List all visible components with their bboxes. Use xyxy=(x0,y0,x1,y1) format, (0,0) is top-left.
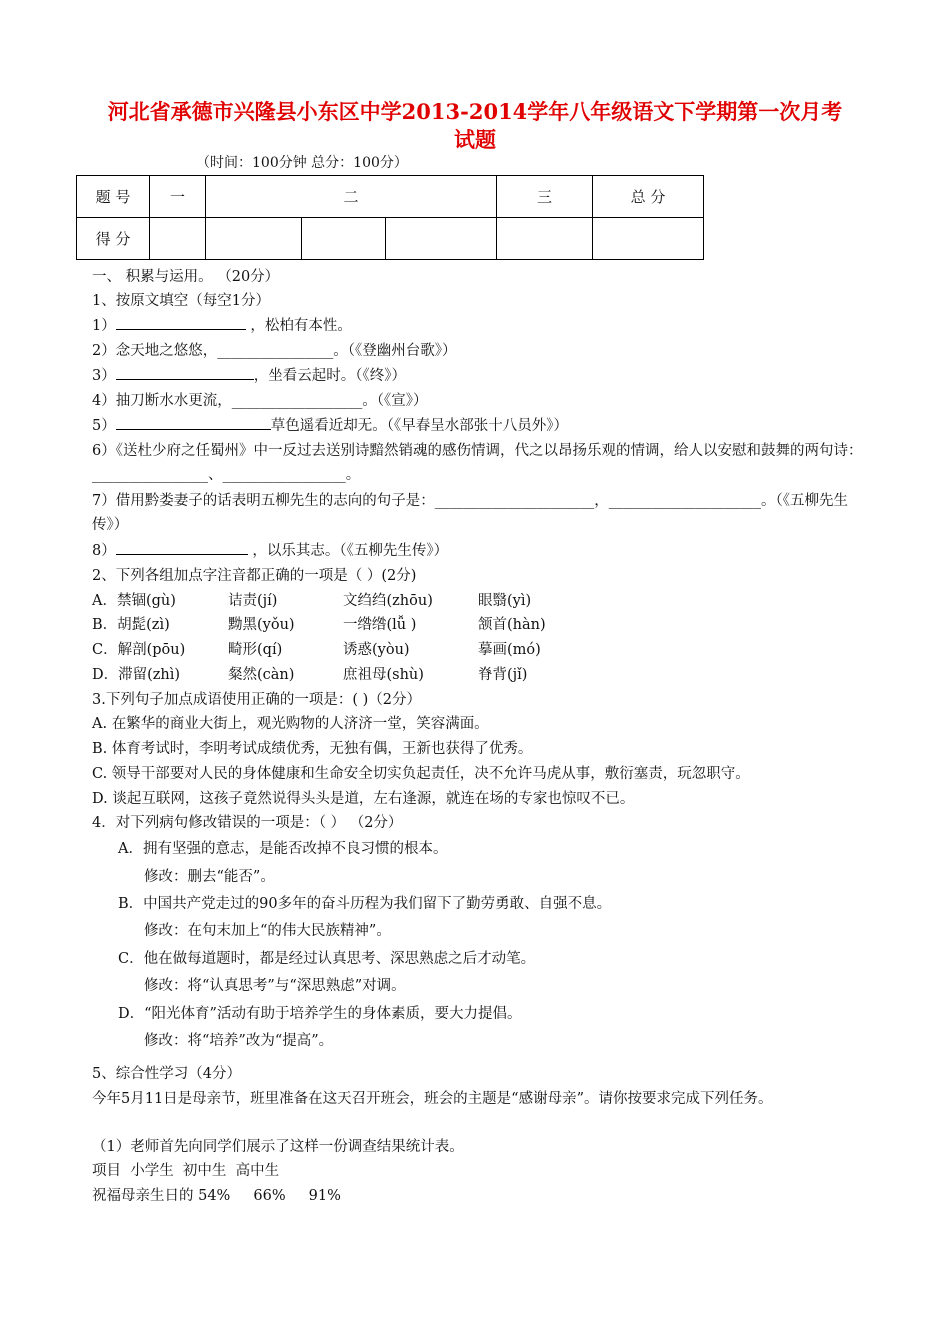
score-cell[interactable] xyxy=(150,218,206,260)
q1-item-5 xyxy=(92,415,568,437)
q2-option: D．滞留(zhì) xyxy=(92,667,181,683)
score-table-score-row xyxy=(77,218,704,260)
score-header-cell: 二 xyxy=(206,176,497,218)
q1-item-4: 4）抽刀断水水更流，__________________。（《宣》） xyxy=(92,393,428,409)
q3-option-a: A. 在繁华的商业大街上，观光购物的人济济一堂，笑容满面。 xyxy=(92,716,489,732)
q2-option: 脊背(jǐ) xyxy=(478,667,528,683)
q1-item-8-num: 8） xyxy=(92,543,116,559)
q4-option-d-fix: 修改：将“培养”改为“提高”。 xyxy=(144,1033,334,1049)
q4-option-a: A．拥有坚强的意志，是能否改掉不良习惯的根本。 xyxy=(118,841,448,857)
q1-item-2: 2）念天地之悠悠，________________。（《登幽州台歌》） xyxy=(92,343,457,359)
q1-item-1-text: ，松柏有本性。 xyxy=(250,318,352,334)
score-header-cell: 总 分 xyxy=(593,176,704,218)
q2-option: 颔首(hàn) xyxy=(478,617,546,633)
score-cell[interactable] xyxy=(386,218,497,260)
score-cell[interactable] xyxy=(206,218,302,260)
score-row-label: 得 分 xyxy=(77,218,150,260)
q2-option: B．胡髭(zì) xyxy=(92,617,170,633)
q3-option-d: D. 谈起互联网，这孩子竟然说得头头是道，左右逢源，就连在场的专家也惊叹不已。 xyxy=(92,791,635,807)
q2-option: 摹画(mó) xyxy=(478,642,541,658)
q2-option: 文绉绉(zhōu) xyxy=(343,593,433,609)
q1-item-3-text: ，坐看云起时。（《终》） xyxy=(253,368,406,384)
q5-task-1: （1）老师首先向同学们展示了这样一份调查结果统计表。 xyxy=(92,1139,464,1155)
exam-title-line-1: 河北省承德市兴隆县小东区中学2013-2014学年八年级语文下学期第一次月考 xyxy=(107,99,843,124)
q2-option: C．解剖(pōu) xyxy=(92,642,186,658)
q5-intro: 今年5月11日是母亲节，班里准备在这天召开班会，班会的主题是“感谢母亲”。请你按要求完成下列任务。 xyxy=(92,1091,773,1107)
q2-option: 畸形(qí) xyxy=(228,642,283,658)
q2-option: 庶祖母(shù) xyxy=(343,667,424,683)
score-cell[interactable] xyxy=(302,218,386,260)
score-cell[interactable] xyxy=(497,218,593,260)
q2-option: 一绺绺(lǚ ) xyxy=(343,617,417,633)
score-header-cell: 一 xyxy=(150,176,206,218)
q1-item-6: 6）《送杜少府之任蜀州》中一反过去送别诗黯然销魂的感伤情调，代之以昂扬乐观的情调，给人以安慰和鼓舞的两句诗：________________、_________________。 xyxy=(92,443,863,483)
question-5: 5、综合性学习（4分） xyxy=(92,1066,241,1082)
q3-option-b: B. 体育考试时，李明考试成绩优秀，无独有偶，王新也获得了优秀。 xyxy=(92,741,533,757)
score-table-header-row xyxy=(77,176,704,218)
q1-item-5-text: 草色遥看近却无。（《早春呈水部张十八员外》） xyxy=(270,418,568,434)
q5-table-head: 项目 小学生 初中生 高中生 xyxy=(92,1163,280,1179)
q4-option-b-fix: 修改：在句末加上“的伟大民族精神”。 xyxy=(144,923,391,939)
score-header-cell: 三 xyxy=(497,176,593,218)
q3-option-c: C. 领导干部要对人民的身体健康和生命安全切实负起责任，决不允许马虎从事，敷衍塞责，玩忽职守。 xyxy=(92,766,750,782)
q1-item-3 xyxy=(92,365,406,387)
section-heading: 一、 积累与运用。 （20分） xyxy=(92,269,280,285)
q4-option-d: D．“阳光体育”活动有助于培养学生的身体素质，要大力提倡。 xyxy=(118,1006,522,1022)
question-3: 3.下列句子加点成语使用正确的一项是：( )（2分） xyxy=(92,692,421,708)
q1-item-5-num: 5） xyxy=(92,418,116,434)
q4-option-c: C．他在做每道题时，都是经过认真思考、深思熟虑之后才动笔。 xyxy=(118,951,536,967)
score-cell[interactable] xyxy=(593,218,704,260)
q1-item-3-num: 3） xyxy=(92,368,116,384)
q2-option: 眼翳(yì) xyxy=(478,593,532,609)
answer-blank[interactable] xyxy=(116,315,246,330)
answer-blank[interactable] xyxy=(116,540,248,555)
q2-option: 诱惑(yòu) xyxy=(343,642,410,658)
q5-table-row: 祝福母亲生日的 54% 66% 91% xyxy=(92,1188,341,1204)
exam-info: （时间：100分钟 总分：100分） xyxy=(196,155,408,171)
question-2: 2、下列各组加点字注音都正确的一项是（ ）(2分) xyxy=(92,568,417,584)
q2-option: 诘责(jí) xyxy=(228,593,278,609)
score-table xyxy=(76,175,704,260)
exam-title-line-2: 试题 xyxy=(454,127,496,152)
score-header-cell: 题 号 xyxy=(77,176,150,218)
q1-item-8-text: ，以乐其志。（《五柳先生传》） xyxy=(252,543,449,559)
question-1: 1、按原文填空（每空1分） xyxy=(92,293,270,309)
q2-option: 粲然(càn) xyxy=(228,667,295,683)
q4-option-a-fix: 修改：删去“能否”。 xyxy=(144,869,275,885)
q4-option-c-fix: 修改：将“认真思考”与“深思熟虑”对调。 xyxy=(144,978,406,994)
q1-item-1-num: 1） xyxy=(92,318,116,334)
question-4: 4．对下列病句修改错误的一项是：（ ） （2分） xyxy=(92,815,403,831)
q2-option: 黝黑(yǒu) xyxy=(228,617,295,633)
answer-blank[interactable] xyxy=(116,365,254,380)
q1-item-7: 7）借用黔娄妻子的话表明五柳先生的志向的句子是：______________________，_____________________。（《五柳先生传》） xyxy=(92,493,848,533)
q4-option-b: B．中国共产党走过的90多年的奋斗历程为我们留下了勤劳勇敢、自强不息。 xyxy=(118,896,612,912)
q1-item-8 xyxy=(92,540,448,562)
q1-item-1 xyxy=(92,315,352,337)
q2-option: A．禁锢(gù) xyxy=(92,593,176,609)
answer-blank[interactable] xyxy=(116,415,271,430)
